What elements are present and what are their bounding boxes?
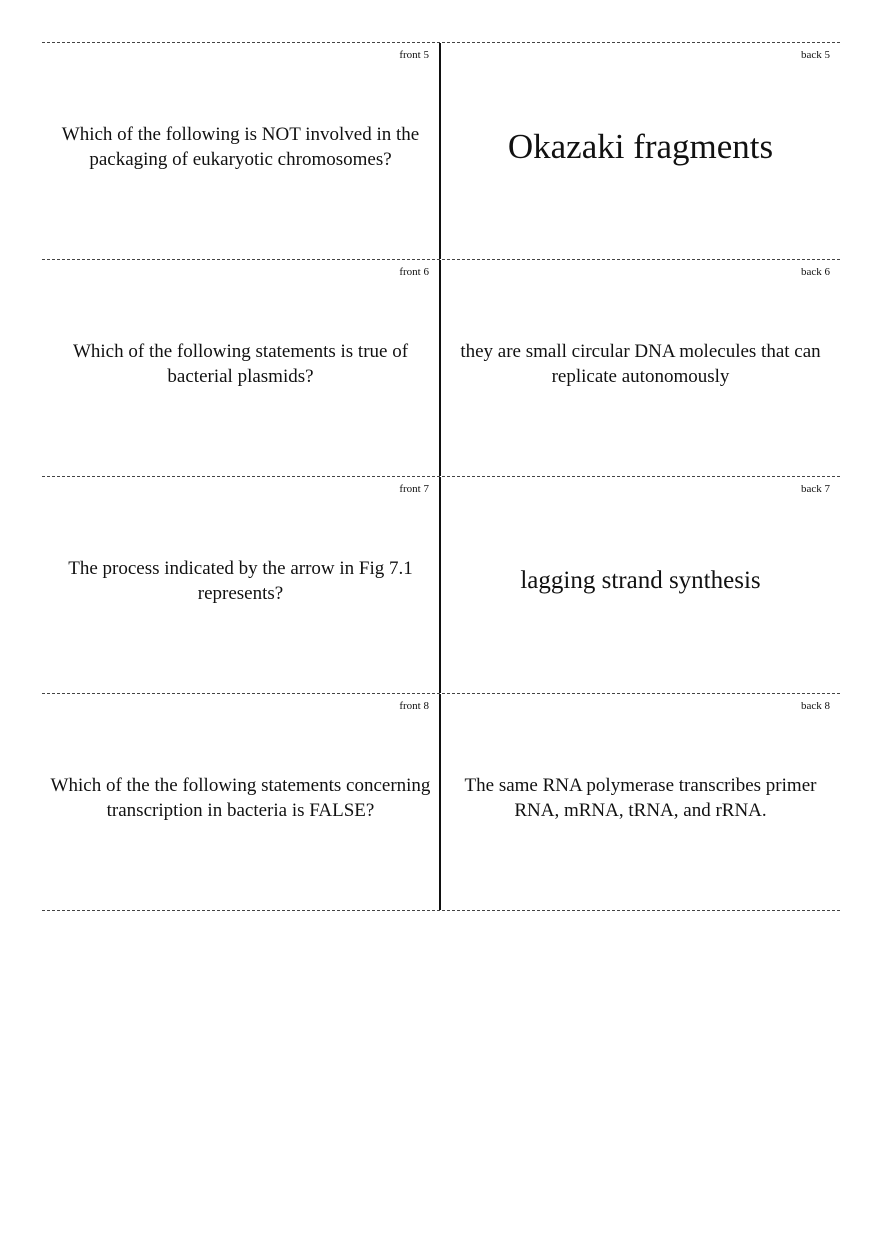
card-question: The process indicated by the arrow in Fig 7.1 represents? <box>68 558 413 604</box>
card-front-8 <box>42 694 441 910</box>
card-answer: Okazaki fragments <box>507 127 774 166</box>
card-back-label: back 8 <box>800 700 830 712</box>
card-row-7 <box>42 476 840 693</box>
card-row-6 <box>42 259 840 476</box>
card-back-8 <box>441 694 840 910</box>
card-front-label: front 5 <box>399 49 429 61</box>
card-back-label: back 5 <box>800 49 830 61</box>
card-front-label: front 8 <box>399 700 429 712</box>
card-question: Which of the following statements is true of bacterial plasmids? <box>72 341 409 387</box>
card-back-5 <box>441 43 840 259</box>
card-front-6 <box>42 260 441 476</box>
card-answer: The same RNA polymerase transcribes primer RNA, mRNA, tRNA, and rRNA. <box>464 775 817 821</box>
card-back-6 <box>441 260 840 476</box>
card-answer: they are small circular DNA molecules that can replicate autonomously <box>460 341 821 387</box>
card-question: Which of the the following statements concerning transcription in bacteria is FALSE? <box>50 775 431 821</box>
card-back-7 <box>441 477 840 693</box>
card-front-7 <box>42 477 441 693</box>
card-row-8 <box>42 693 840 911</box>
card-row-5 <box>42 42 840 259</box>
card-front-label: front 6 <box>399 266 429 278</box>
card-answer: lagging strand synthesis <box>520 567 761 594</box>
card-front-label: front 7 <box>399 483 429 495</box>
card-question: Which of the following is NOT involved in the packaging of eukaryotic chromosomes? <box>61 124 420 170</box>
flashcard-sheet <box>42 42 840 911</box>
card-back-label: back 7 <box>800 483 830 495</box>
card-front-5 <box>42 43 441 259</box>
card-back-label: back 6 <box>800 266 830 278</box>
